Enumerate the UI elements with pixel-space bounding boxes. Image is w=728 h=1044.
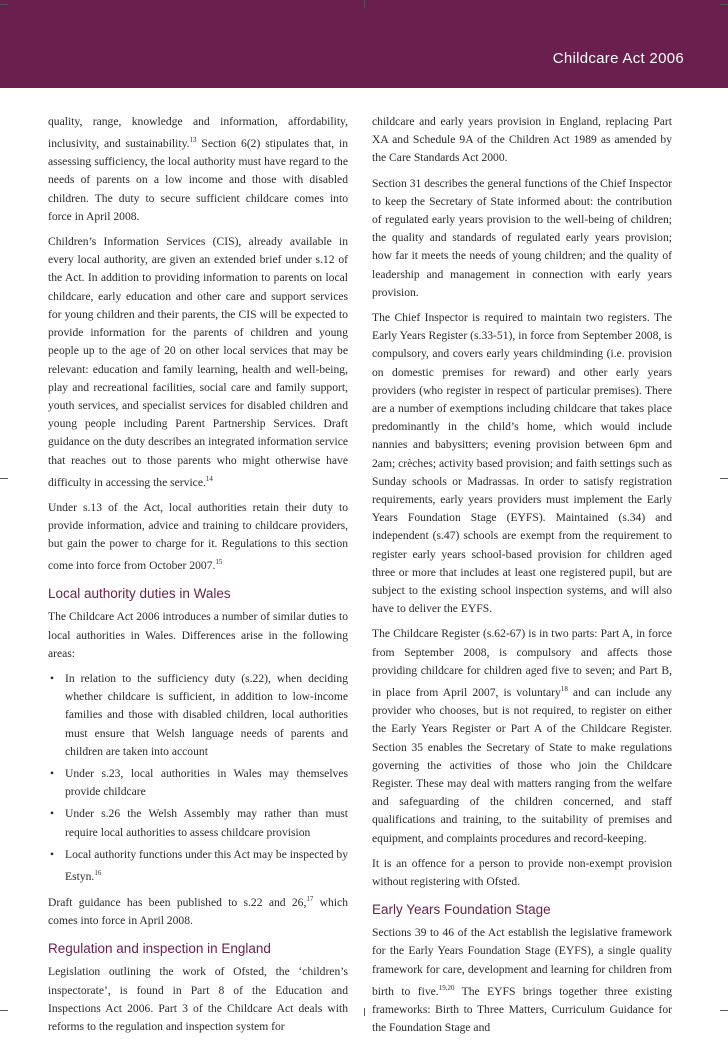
footnote-ref: 18 — [560, 685, 568, 694]
footnote-ref: 16 — [94, 869, 102, 878]
crop-mark — [720, 478, 728, 479]
crop-mark — [364, 0, 365, 8]
bullet-list — [48, 670, 348, 886]
paragraph — [48, 233, 348, 492]
text: Under s.13 of the Act, local authorities retain their duty to provide information, advice and training to childcare providers, but gain the power to charge for it. Regulations to this section come into force from October 2007. — [48, 500, 348, 573]
paragraph: childcare and early years provision in England, replacing Part XA and Schedule 9A of the Children Act 1989 as amended by the Care Standards Act 2000. — [372, 115, 672, 165]
text: Draft guidance has been published to s.22 and 26, — [48, 896, 307, 910]
list-item — [48, 846, 348, 886]
crop-mark — [364, 1008, 365, 1016]
paragraph — [48, 499, 348, 576]
paragraph — [372, 924, 672, 1037]
paragraph — [48, 113, 348, 226]
list-item: • Under s.26 the Welsh Assembly may rather than must require local authorities to assess childcare provision — [48, 805, 348, 841]
heading-england: Regulation and inspection in England — [48, 941, 271, 957]
text: Sections 39 to 46 of the Act establish the legislative framework for the Early Years Foundation Stage (EYFS), a single quality framework for care, development and learning for children from birth to five. — [372, 926, 672, 998]
right-column — [372, 113, 672, 1044]
crop-mark — [720, 4, 728, 5]
text: Section 6(2) stipulates that, in assessing sufficiency, the local authority must have regard to the needs of parents on a low income and those with disabled children. The duty to secure sufficient childcare comes into force in April 2008. — [48, 137, 348, 223]
paragraph: The Childcare Act 2006 introduces a number of similar duties to local authorities in Wales. Differences arise in the following areas: — [48, 610, 348, 660]
list-item: • In relation to the sufficiency duty (s.22), when deciding whether childcare is sufficient, in addition to low-income families and those with disabled children, local authorities must ensure that Welsh language needs of parents and children are taken into account — [48, 670, 348, 761]
text: and can include any provider who chooses, but is not required, to register on either the Early Years Register or Part A of the Childcare Register. Section 35 enables the Secretary of State to make regulations governing the activities of those who join the Childcare Register. These may deal with matters ranging from the welfare and safeguarding of the children concerned, and staff qualifications and training, to the suitability of premises and equipment, and complaints procedures and record-keeping. — [372, 685, 672, 845]
paragraph: The Chief Inspector is required to maintain two registers. The Early Years Register (s.33-51), in force from September 2008, is compulsory, and covers early years childminding (i.e. provision on domestic premises for reward) and other early years providers (who register in respect of particular premises). There are a number of exemptions including childcare that takes place predominantly in the child’s home, which would include nannies and babysitters; evening provision between 6pm and 2am; crèches; activity based provision; and faith settings such as Sunday schools or Madrassas. In order to satisfy registration requirements, early years providers must implement the Early Years Foundation Stage (EYFS). Maintained (s.34) and independent (s.47) schools are exempt from the requirement to register early years school-based provision for children aged three or more that includes at least one registered pupil, but are subject to the existing school inspection systems, and will also have to deliver the EYFS. — [372, 311, 672, 616]
text: which comes into force in April 2008. — [48, 896, 348, 928]
heading-wales: Local authority duties in Wales — [48, 586, 231, 602]
footnote-ref: 13 — [189, 136, 197, 145]
text: Children’s Information Services (CIS), already available in every local authority, are given an extended brief under s.12 of the Act. In addition to providing information to parents on local childcare, early education and other care and support services for young children and their parents, the CIS will be expected to provide information for the parents of children and young people up to the age of 20 on other local services that may be relevant: education and family learning, health and well-being, play and recreational facilities, social care and family support, youth services, and specialist services for disabled children and young people including Parent Partnership Services. Draft guidance on the duty describes an integrated information service that reaches out to those parents who might otherwise have difficulty in accessing the service. — [48, 235, 348, 489]
text: Local authority functions under this Act may be inspected by Estyn. — [65, 847, 349, 883]
text: The Childcare Register (s.62-67) is in two parts: Part A, in force from September 2008, is compulsory and affects those providing childcare for children aged five to seven; and Part B, in place from April 2007, is voluntary — [372, 627, 672, 699]
crop-mark — [0, 478, 8, 479]
paragraph: Legislation outlining the work of Ofsted, the ‘children’s inspectorate’, is found in Part 8 of the Education and Inspections Act 2006. Part 3 of the Childcare Act deals with reforms to the regulation and inspection system for — [48, 965, 348, 1034]
list-item: • Under s.23, local authorities in Wales may themselves provide childcare — [48, 765, 348, 801]
crop-mark — [720, 1010, 728, 1011]
footnote-ref: 15 — [215, 558, 223, 567]
paragraph: It is an offence for a person to provide non-exempt provision without registering with Ofsted. — [372, 856, 672, 888]
crop-mark — [0, 4, 8, 5]
heading-eyfs: Early Years Foundation Stage — [372, 902, 551, 918]
header-band — [0, 0, 728, 88]
left-column — [48, 113, 348, 1043]
footnote-ref: 19,20 — [438, 983, 455, 992]
paragraph: Section 31 describes the general functions of the Chief Inspector to keep the Secretary of State informed about: the contribution of regulated early years provision to the well-being of children; the quality and standards of regulated early years provision; how far it meets the needs of young children; and the quality of leadership and management in connection with early years provision. — [372, 176, 672, 299]
text: The EYFS brings together three existing frameworks: Birth to Three Matters, Curriculum Guidance for the Foundation Stage and — [372, 984, 672, 1035]
text: quality, range, knowledge and information, affordability, inclusivity, and sustainability. — [48, 115, 348, 151]
paragraph — [372, 625, 672, 847]
crop-mark — [0, 1010, 8, 1011]
paragraph — [48, 890, 348, 930]
footnote-ref: 17 — [306, 895, 314, 904]
footnote-ref: 14 — [205, 474, 213, 483]
running-header-title: Childcare Act 2006 — [552, 50, 684, 67]
